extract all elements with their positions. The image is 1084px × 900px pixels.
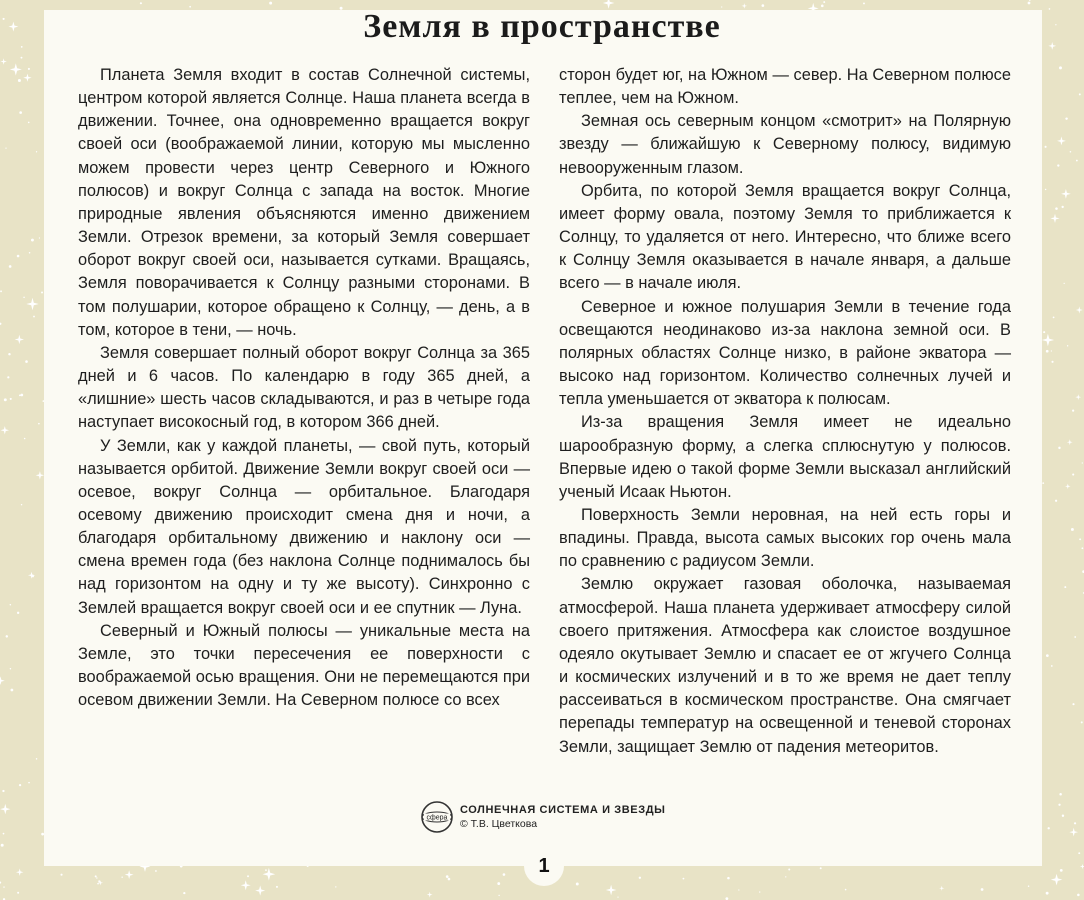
star-dot xyxy=(97,883,99,885)
star-dot xyxy=(727,877,730,880)
star-dot xyxy=(683,878,685,880)
star-dot xyxy=(20,394,23,397)
star-dot xyxy=(31,239,34,242)
star-dot xyxy=(1048,827,1050,829)
star-decoration xyxy=(241,880,251,890)
left-column xyxy=(78,64,530,712)
star-dot xyxy=(1045,189,1046,190)
star-dot xyxy=(1076,160,1078,162)
star-dot xyxy=(1081,547,1083,549)
star-decoration xyxy=(255,886,265,896)
star-decoration xyxy=(1057,137,1066,146)
star-dot xyxy=(335,886,336,887)
star-dot xyxy=(503,873,506,876)
star-dot xyxy=(96,877,97,878)
star-dot xyxy=(276,886,278,888)
star-dot xyxy=(8,353,10,355)
star-dot xyxy=(21,504,22,505)
star-decoration xyxy=(1,426,9,434)
star-dot xyxy=(39,237,40,238)
star-dot xyxy=(1077,894,1080,897)
star-decoration xyxy=(0,58,7,65)
star-decoration xyxy=(263,868,276,881)
star-dot xyxy=(140,2,142,4)
star-dot xyxy=(863,2,865,4)
paragraph: Земная ось северным концом «смотрит» на Полярную звезду — ближайшую к Северному полюсу, видимую невооруженным глазом. xyxy=(559,112,1011,177)
star-dot xyxy=(1074,822,1076,824)
star-decoration xyxy=(0,804,10,814)
paragraph: Северный и Южный полюсы — уникальные места на Земле, это точки пересечения ее поверхности с воображаемой осью вращения. Они не перемещаются при осевом движении Земли. На Северном полюсе со всех xyxy=(78,621,530,710)
star-dot xyxy=(36,758,37,759)
star-dot xyxy=(29,252,31,254)
star-dot xyxy=(1028,2,1031,5)
star-dot xyxy=(183,892,185,894)
star-dot xyxy=(448,878,451,881)
star-decoration xyxy=(125,870,134,879)
star-dot xyxy=(1078,852,1080,854)
star-dot xyxy=(617,896,618,897)
star-decoration xyxy=(1076,307,1083,314)
star-decoration xyxy=(1061,189,1071,199)
star-dot xyxy=(5,148,6,149)
star-dot xyxy=(1055,207,1058,210)
footer xyxy=(420,800,666,834)
star-dot xyxy=(98,880,100,882)
star-dot xyxy=(6,635,8,637)
star-dot xyxy=(1046,350,1049,353)
star-dot xyxy=(269,2,272,5)
star-decoration xyxy=(28,572,35,579)
star-dot xyxy=(1029,0,1031,1)
paragraph: У Земли, как у каждой планеты, — свой путь, который называется орбитой. Движение Земли вокруг своей оси — осевое, вокруг Солнца — орбитальное. Благодаря осевому движению происходит смена дня и ночи, а благодаря орбитальному движению и наклону оси — смена времен года (без наклона Солнце поднималось бы над горизонтом на одну и ту же высоту). Синхронно с Землей вращается вокруг своей оси и ее спутник — Луна. xyxy=(78,436,530,617)
star-dot xyxy=(1060,869,1063,872)
star-dot xyxy=(7,376,9,378)
star-dot xyxy=(4,398,7,401)
star-dot xyxy=(17,612,19,614)
star-decoration xyxy=(1067,439,1073,445)
star-dot xyxy=(60,874,62,876)
paragraph: Северное и южное полушария Земли в течение года освещаются неодинаково из-за наклона земной оси. В полярных областях Солнце низко, в районе экватора — высоко над горизонтом. Количество солнечных лучей и тепла уменьшается от экватора к полюсам. xyxy=(559,297,1011,409)
star-decoration xyxy=(26,298,38,310)
star-decoration xyxy=(1042,334,1054,346)
star-decoration xyxy=(0,676,5,685)
star-dot xyxy=(19,395,21,397)
star-dot xyxy=(1062,206,1064,208)
star-dot xyxy=(1046,654,1049,657)
star-dot xyxy=(10,398,12,400)
star-dot xyxy=(1059,66,1062,69)
star-dot xyxy=(498,895,499,896)
star-dot xyxy=(0,290,2,292)
star-decoration xyxy=(1051,874,1063,886)
star-dot xyxy=(28,122,30,124)
star-dot xyxy=(10,604,11,605)
star-dot xyxy=(1071,528,1074,531)
star-dot xyxy=(10,668,11,669)
paragraph: Земля совершает полный оборот вокруг Солнца за 365 дней и 6 часов. По календарю в году 365 дней, а «лишние» шесть часов складываются, и раз в четыре года наступает високосный год, в котором 366 дней. xyxy=(78,343,530,432)
star-dot xyxy=(639,877,641,879)
star-dot xyxy=(2,790,4,792)
star-decoration xyxy=(10,63,22,75)
star-dot xyxy=(759,891,760,892)
star-dot xyxy=(17,255,20,258)
star-dot xyxy=(21,46,23,48)
star-dot xyxy=(1062,815,1064,817)
star-dot xyxy=(1046,892,1049,895)
star-dot xyxy=(38,423,40,425)
star-dot xyxy=(823,1,825,3)
paragraph: Поверхность Земли неровная, на ней есть горы и впадины. Правда, высота самых высоких гор очень мала по сравнению с радиусом Земли. xyxy=(559,505,1011,571)
star-dot xyxy=(821,5,824,8)
star-decoration xyxy=(23,74,31,82)
star-dot xyxy=(1028,886,1029,887)
star-dot xyxy=(1072,473,1074,475)
right-column xyxy=(559,64,1011,759)
author-copyright: © Т.В. Цветкова xyxy=(460,818,538,830)
star-dot xyxy=(0,323,1,325)
star-dot xyxy=(3,833,5,835)
star-dot xyxy=(1045,146,1047,148)
star-dot xyxy=(1072,410,1074,412)
star-dot xyxy=(1081,721,1083,723)
star-dot xyxy=(1064,283,1065,284)
star-dot xyxy=(19,111,22,114)
star-dot xyxy=(1070,151,1072,153)
star-dot xyxy=(1043,331,1045,333)
star-dot xyxy=(0,882,1,884)
star-dot xyxy=(1055,500,1057,502)
star-dot xyxy=(121,876,122,877)
star-dot xyxy=(28,68,30,70)
star-dot xyxy=(1079,538,1081,540)
star-decoration xyxy=(427,892,433,898)
star-dot xyxy=(785,876,786,877)
star-dot xyxy=(19,784,21,786)
star-dot xyxy=(17,892,19,894)
star-decoration xyxy=(16,869,23,876)
star-dot xyxy=(18,79,21,82)
star-dot xyxy=(25,360,28,363)
star-dot xyxy=(1074,636,1076,638)
star-dot xyxy=(497,882,500,885)
star-dot xyxy=(1053,317,1055,319)
star-dot xyxy=(788,869,790,871)
star-dot xyxy=(845,889,847,891)
logo-text: сфера xyxy=(426,814,448,822)
paragraph: Орбита, по которой Земля вращается вокруг Солнца, имеет форму овала, поэтому Земля то приближается к Солнцу, то удаляется от него. Интересно, что ближе всего к Солнцу Земля оказывается в начале января, а дальше всего — в начале июля. xyxy=(559,181,1011,293)
star-decoration xyxy=(15,335,24,344)
star-dot xyxy=(3,886,4,887)
star-dot xyxy=(155,870,157,872)
star-dot xyxy=(1058,804,1060,806)
paragraph: Землю окружает газовая оболочка, называемая атмосферой. Наша планета удерживает атмосферу силой своего притяжения. Атмосфера как слоистое воздушное одеяло окутывает Землю и спасает ее от жгучего Солнца и космических излучений и в то же время не дает теплу рассеиваться в космическом пространстве. Она смягчает перепады температур на освещенной и теневой сторонах Земли, защищает Землю от падения метеоритов. xyxy=(559,575,1011,756)
star-decoration xyxy=(606,885,617,896)
star-dot xyxy=(762,4,765,7)
star-decoration xyxy=(1050,214,1059,223)
star-dot xyxy=(1059,793,1061,795)
star-dot xyxy=(1067,345,1068,346)
star-dot xyxy=(1065,117,1067,119)
star-dot xyxy=(36,151,37,152)
star-decoration xyxy=(1075,394,1081,400)
star-dot xyxy=(1072,703,1074,705)
star-dot xyxy=(95,875,97,877)
star-dot xyxy=(247,875,249,877)
star-dot xyxy=(21,57,23,59)
star-dot xyxy=(446,875,449,878)
star-dot xyxy=(981,888,984,891)
series-name: СОЛНЕЧНАЯ СИСТЕМА И ЗВЕЗДЫ xyxy=(460,804,666,816)
star-dot xyxy=(28,782,30,784)
paragraph: Планета Земля входит в состав Солнечной системы, центром которой является Солнце. Наша планета всегда в движении. Точнее, она одновременно вращается вокруг своей оси (воображаемой линии, которую мы мысленно можем провести через центр Северного и Южного полюсов) и вокруг Солнца с запада на восток. Многие природные явления объясняются именно движением Земли. Отрезок времени, за который Земля совершает оборот вокруг своей оси, называется сутками. Вращаясь, Земля поворачивается к Солнцу разными сторонами. В том полушарии, которое обращено к Солнцу, — день, а в том, которое в тени, — ночь. xyxy=(78,66,530,339)
star-dot xyxy=(9,265,12,268)
star-dot xyxy=(265,869,267,871)
publisher-logo xyxy=(420,800,454,834)
page-number: 1 xyxy=(524,846,564,886)
star-dot xyxy=(1042,482,1044,484)
star-decoration xyxy=(1069,828,1078,837)
star-dot xyxy=(1058,447,1060,449)
page-title: Земля в пространстве xyxy=(363,8,721,45)
star-decoration xyxy=(36,471,44,479)
star-dot xyxy=(24,438,26,440)
star-dot xyxy=(23,297,24,298)
star-dot xyxy=(41,291,43,293)
star-dot xyxy=(576,883,579,886)
star-dot xyxy=(1051,350,1052,351)
star-dot xyxy=(1051,361,1053,363)
star-dot xyxy=(1051,665,1053,667)
star-dot xyxy=(738,889,739,890)
star-dot xyxy=(1064,586,1066,588)
star-dot xyxy=(33,316,35,318)
star-dot xyxy=(1079,93,1081,95)
star-dot xyxy=(1,844,4,847)
paragraph: Из-за вращения Земля имеет не идеально шарообразную форму, а слегка сплюснутую у полюсов. Впервые идею о такой форме Земли высказал английский ученый Исаак Ньютон. xyxy=(559,413,1011,501)
star-dot xyxy=(1082,462,1083,463)
paragraph-continuation: сторон будет юг, на Южном — север. На Северном полюсе теплее, чем на Южном. xyxy=(559,66,1011,108)
star-dot xyxy=(1057,164,1059,166)
star-decoration xyxy=(1080,864,1084,869)
star-decoration xyxy=(939,886,944,891)
star-dot xyxy=(11,689,14,692)
star-dot xyxy=(820,867,822,869)
star-decoration xyxy=(1065,484,1070,489)
